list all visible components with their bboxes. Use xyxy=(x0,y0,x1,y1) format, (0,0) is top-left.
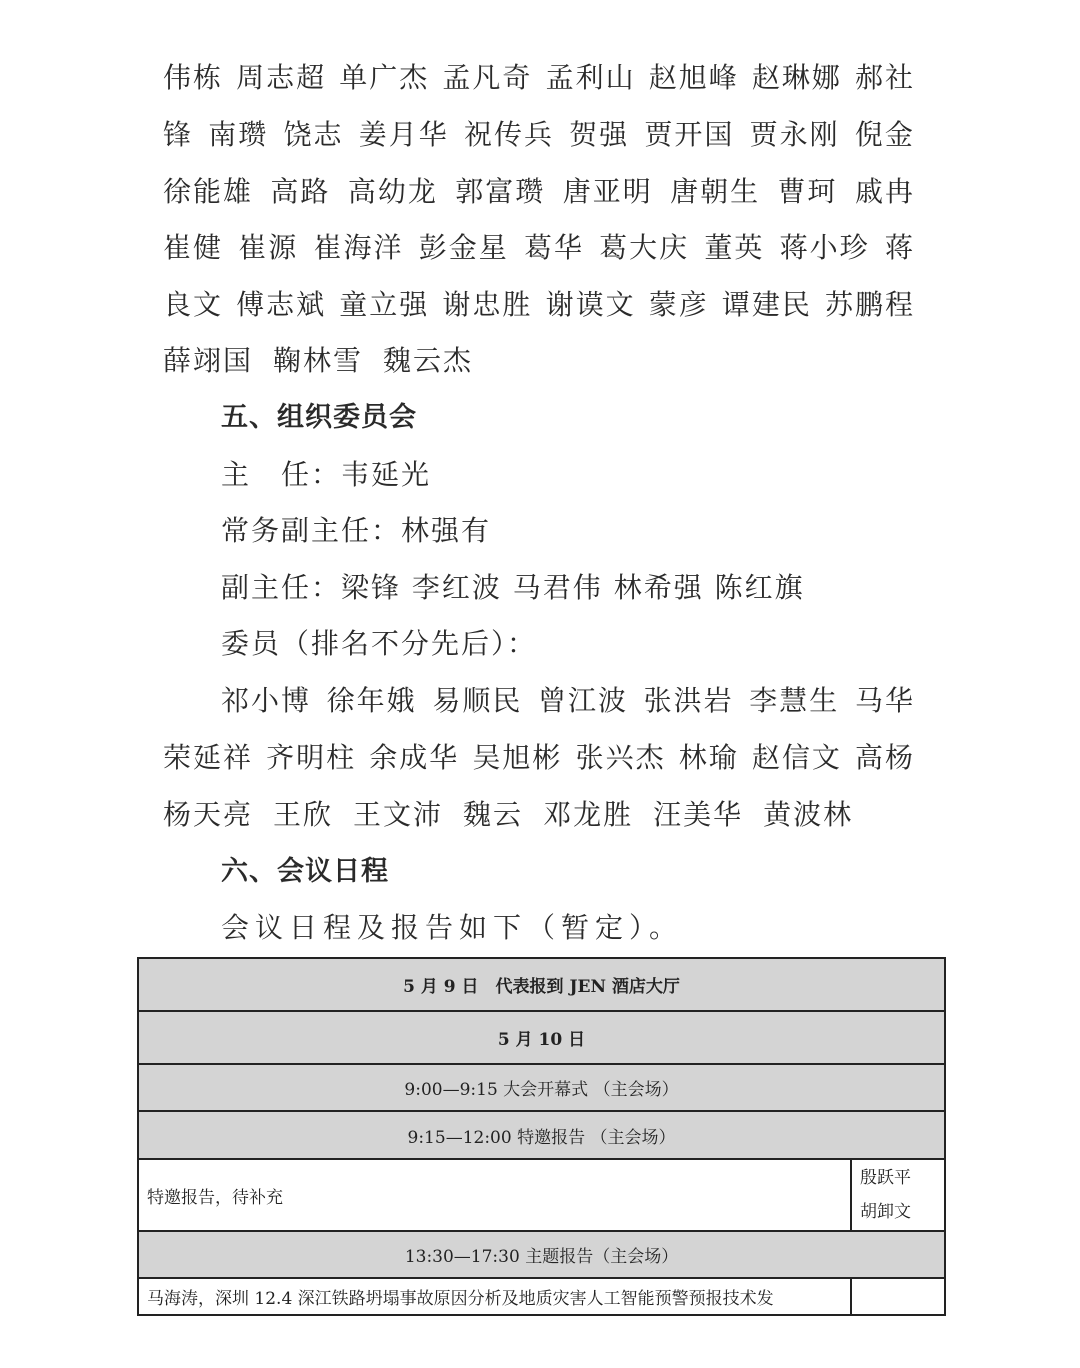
member-name: 杨天亮 xyxy=(163,798,254,831)
person-name: 祝传兵 xyxy=(463,118,554,151)
keynote-report-text: 马海涛，深圳 12.4 深江铁路坍塌事故原因分析及地质灾害人工智能预警预报技术发 xyxy=(138,1278,851,1315)
member-row-3 xyxy=(163,795,915,835)
member-name: 魏云 xyxy=(463,798,524,831)
speaker-name: 殷跃平 xyxy=(860,1168,911,1188)
person-name: 姜月华 xyxy=(358,118,449,151)
person-name: 傅志斌 xyxy=(236,288,327,321)
table-row xyxy=(138,1231,945,1278)
person-name: 良文 xyxy=(163,288,224,321)
member-name: 黄波林 xyxy=(763,798,854,831)
person-name: 南瓒 xyxy=(208,118,269,151)
opening-session: 9:00—9:15 大会开幕式 （主会场） xyxy=(138,1064,945,1111)
member-name: 汪美华 xyxy=(653,798,744,831)
day2-header: 5 月 10 日 xyxy=(138,1011,945,1064)
person-name: 蒋 xyxy=(884,231,915,264)
person-name: 葛华 xyxy=(523,231,584,264)
name-row-5 xyxy=(163,285,915,325)
committee-vice-directors: 副主任：梁锋 李红波 马君伟 林希强 陈红旗 xyxy=(221,571,805,604)
person-name: 高路 xyxy=(270,175,331,208)
person-name: 曹珂 xyxy=(777,175,838,208)
table-row xyxy=(138,1111,945,1159)
member-name: 余成华 xyxy=(369,741,460,774)
member-name: 张洪岩 xyxy=(643,684,734,717)
member-name: 马华 xyxy=(854,684,915,717)
person-name: 饶志 xyxy=(283,118,344,151)
table-row xyxy=(138,1064,945,1111)
committee-members-label: 委员（排名不分先后）： xyxy=(221,627,538,660)
person-name: 崔源 xyxy=(238,231,299,264)
person-name: 董英 xyxy=(704,231,765,264)
person-name: 魏云杰 xyxy=(383,344,474,377)
member-name: 吴旭彬 xyxy=(472,741,563,774)
person-name: 崔健 xyxy=(163,231,224,264)
person-name: 谢忠胜 xyxy=(442,288,533,321)
person-name: 彭金星 xyxy=(418,231,509,264)
table-row xyxy=(138,958,945,1011)
person-name: 伟栋 xyxy=(163,61,224,94)
person-name: 谢谟文 xyxy=(545,288,636,321)
name-row-1 xyxy=(163,58,915,98)
member-name: 曾江波 xyxy=(537,684,628,717)
speaker-name: 胡卸文 xyxy=(860,1202,911,1222)
person-name: 鞠林雪 xyxy=(273,344,364,377)
member-name: 李慧生 xyxy=(749,684,840,717)
day1-header: 5 月 9 日 代表报到 JEN 酒店大厅 xyxy=(138,958,945,1011)
table-row xyxy=(138,1278,945,1315)
person-name: 谭建民 xyxy=(721,288,812,321)
person-name: 崔海洋 xyxy=(313,231,404,264)
invited-session: 9:15—12:00 特邀报告 （主会场） xyxy=(138,1111,945,1159)
person-name: 蒙彦 xyxy=(648,288,709,321)
person-name: 蒋小珍 xyxy=(779,231,870,264)
person-name: 戚冉 xyxy=(854,175,915,208)
member-name: 邓龙胜 xyxy=(543,798,634,831)
member-name: 荣延祥 xyxy=(163,741,254,774)
person-name: 郭富瓒 xyxy=(455,175,546,208)
member-name: 易顺民 xyxy=(432,684,523,717)
person-name: 孟利山 xyxy=(545,61,636,94)
member-name: 齐明柱 xyxy=(266,741,357,774)
person-name: 徐能雄 xyxy=(163,175,254,208)
member-row-1 xyxy=(221,681,915,721)
member-name: 张兴杰 xyxy=(575,741,666,774)
schedule-intro: 会议日程及报告如下（暂定）。 xyxy=(221,911,684,944)
member-name: 祁小博 xyxy=(221,684,312,717)
person-name: 赵旭峰 xyxy=(648,61,739,94)
person-name: 葛大庆 xyxy=(599,231,690,264)
person-name: 薛翊国 xyxy=(163,344,254,377)
person-name: 倪金 xyxy=(854,118,915,151)
person-name: 单广杰 xyxy=(339,61,430,94)
member-name: 高杨 xyxy=(854,741,915,774)
name-row-3 xyxy=(163,172,915,212)
person-name: 孟凡奇 xyxy=(442,61,533,94)
section-heading-schedule: 六、会议日程 xyxy=(221,856,389,887)
person-name: 童立强 xyxy=(339,288,430,321)
member-row-2 xyxy=(163,738,915,778)
committee-director: 主 任：韦延光 xyxy=(221,458,432,491)
section-heading-organizing-committee: 五、组织委员会 xyxy=(221,402,417,433)
schedule-table xyxy=(137,957,946,1316)
keynote-speaker xyxy=(851,1278,945,1315)
invited-speakers xyxy=(851,1159,945,1231)
person-name: 贾永刚 xyxy=(749,118,840,151)
table-row xyxy=(138,1011,945,1064)
name-row-6 xyxy=(163,341,915,381)
person-name: 唐朝生 xyxy=(670,175,761,208)
keynote-session: 13:30—17:30 主题报告（主会场） xyxy=(138,1231,945,1278)
member-name: 徐年娥 xyxy=(326,684,417,717)
person-name: 赵琳娜 xyxy=(751,61,842,94)
person-name: 唐亚明 xyxy=(562,175,653,208)
committee-executive-vice: 常务副主任：林强有 xyxy=(221,514,492,547)
person-name: 苏鹏程 xyxy=(824,288,915,321)
member-name: 林瑜 xyxy=(678,741,739,774)
person-name: 高幼龙 xyxy=(347,175,438,208)
name-row-2 xyxy=(163,115,915,155)
member-name: 王文沛 xyxy=(353,798,444,831)
person-name: 锋 xyxy=(163,118,194,151)
person-name: 贾开国 xyxy=(644,118,735,151)
member-name: 赵信文 xyxy=(751,741,842,774)
person-name: 贺强 xyxy=(569,118,630,151)
name-row-4 xyxy=(163,228,915,268)
invited-report-text: 特邀报告，待补充 xyxy=(138,1159,851,1231)
member-name: 王欣 xyxy=(273,798,334,831)
person-name: 郝社 xyxy=(854,61,915,94)
person-name: 周志超 xyxy=(236,61,327,94)
table-row xyxy=(138,1159,945,1231)
